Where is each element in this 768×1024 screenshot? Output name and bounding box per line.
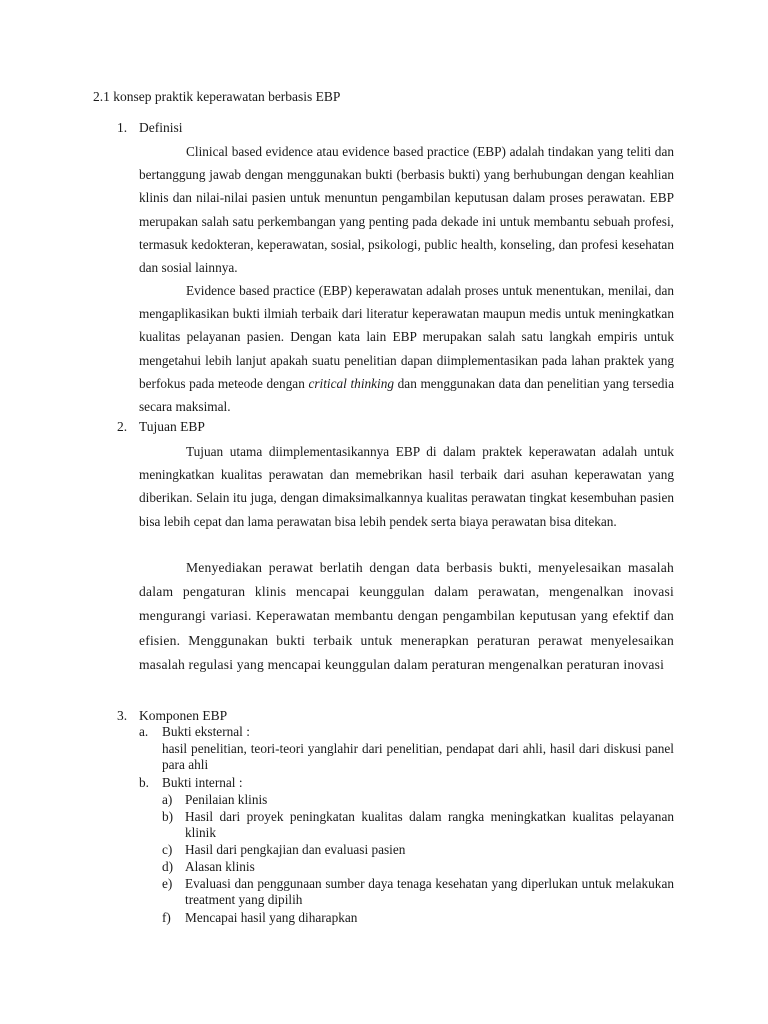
sub-bukti-eksternal-text: hasil penelitian, teori-teori yanglahir dari penelitian, pendapat dari ahli, hasil dari diskusi panel para ahli: [162, 741, 674, 772]
list-item: e) Evaluasi dan penggunaan sumber daya tenaga kesehatan yang diperlukan untuk melakukan treatment yang dipilih: [162, 876, 674, 907]
list-item: f) Mencapai hasil yang diharapkan: [162, 910, 358, 925]
section-heading: Definisi: [139, 120, 183, 135]
sub-bukti-eksternal: [139, 724, 250, 740]
sub-heading: Bukti internal :: [162, 775, 243, 790]
paragraph-tujuan-2: Menyediakan perawat berlatih dengan data berbasis bukti, menyelesaikan masalah dalam pengaturan klinis mencapai keunggulan dalam perawatan, mengenalkan inovasi mengurangi variasi. Keperawatan membantu dengan pengambilan keputusan yang efektif dan efisien. Menggunakan bukti terbaik untuk menerapkan peraturan perawat menyelesaikan masalah regulasi yang mencapai keunggulan dalam peraturan mengenalkan peraturan inovasi: [139, 560, 674, 672]
paragraph-definisi-2: Evidence based practice (EBP) keperawatan adalah proses untuk menentukan, menilai, dan mengaplikasikan bukti ilmiah terbaik dari literatur keperawatan maupun medis untuk meningkatkan kualitas pelayanan pasien. Dengan kata lain EBP merupakan salah satu langkah empiris untuk mengetahui lebih lanjut apakah suatu penelitian dapan diimplementasikan pada lahan praktek yang berfokus pada meteode dengan critical thinking dan menggunakan data dan penelitian yang tersedia secara maksimal.: [139, 283, 674, 415]
list-item: b) Hasil dari proyek peningkatan kualitas dalam rangka meningkatkan kualitas pelayanan klinik: [162, 809, 674, 840]
section-definisi-heading: [117, 120, 183, 136]
section-number: 2.: [117, 419, 128, 434]
sub-bukti-internal: [139, 775, 243, 791]
paragraph-definisi-1: Clinical based evidence atau evidence based practice (EBP) adalah tindakan yang teliti dan bertanggung jawab dengan menggunakan bukti (berbasis bukti) yang berhubungan dengan keahlian klinis dan nilai-nilai pasien untuk menuntun pengambilan keputusan dalam proses perawatan. EBP merupakan salah satu perkembangan yang penting pada dekade ini untuk membantu sebuah profesi, termasuk kedokteran, keperawatan, sosial, psikologi, public health, konseling, dan profesi kesehatan dan sosial lainnya.: [139, 144, 674, 276]
section-number: 3.: [117, 708, 128, 723]
sub-heading: Bukti eksternal :: [162, 724, 250, 739]
list-item: c) Hasil dari pengkajian dan evaluasi pasien: [162, 842, 406, 857]
section-komponen-heading: [117, 708, 227, 724]
list-item: d) Alasan klinis: [162, 859, 255, 874]
section-heading: Komponen EBP: [139, 708, 228, 723]
section-number: 1.: [117, 120, 128, 135]
section-tujuan-heading: [117, 419, 205, 435]
sub-label: b.: [139, 775, 149, 790]
paragraph-tujuan-1: Tujuan utama diimplementasikannya EBP di dalam praktek keperawatan adalah untuk meningkatkan kualitas perawatan dan memebrikan hasil terbaik dari asuhan keperawatan yang diberikan. Selain itu juga, dengan dimaksimalkannya kualitas perawatan tingkat kesembuhan pasien bisa lebih cepat dan lama perawatan bisa lebih pendek serta biaya perawatan bisa ditekan.: [139, 444, 674, 529]
list-item: a) Penilaian klinis: [162, 792, 268, 807]
italic-term: critical thinking: [308, 375, 395, 391]
section-heading: Tujuan EBP: [139, 419, 205, 434]
section-title: 2.1 konsep praktik keperawatan berbasis EBP: [93, 89, 341, 104]
sub-label: a.: [139, 724, 149, 739]
